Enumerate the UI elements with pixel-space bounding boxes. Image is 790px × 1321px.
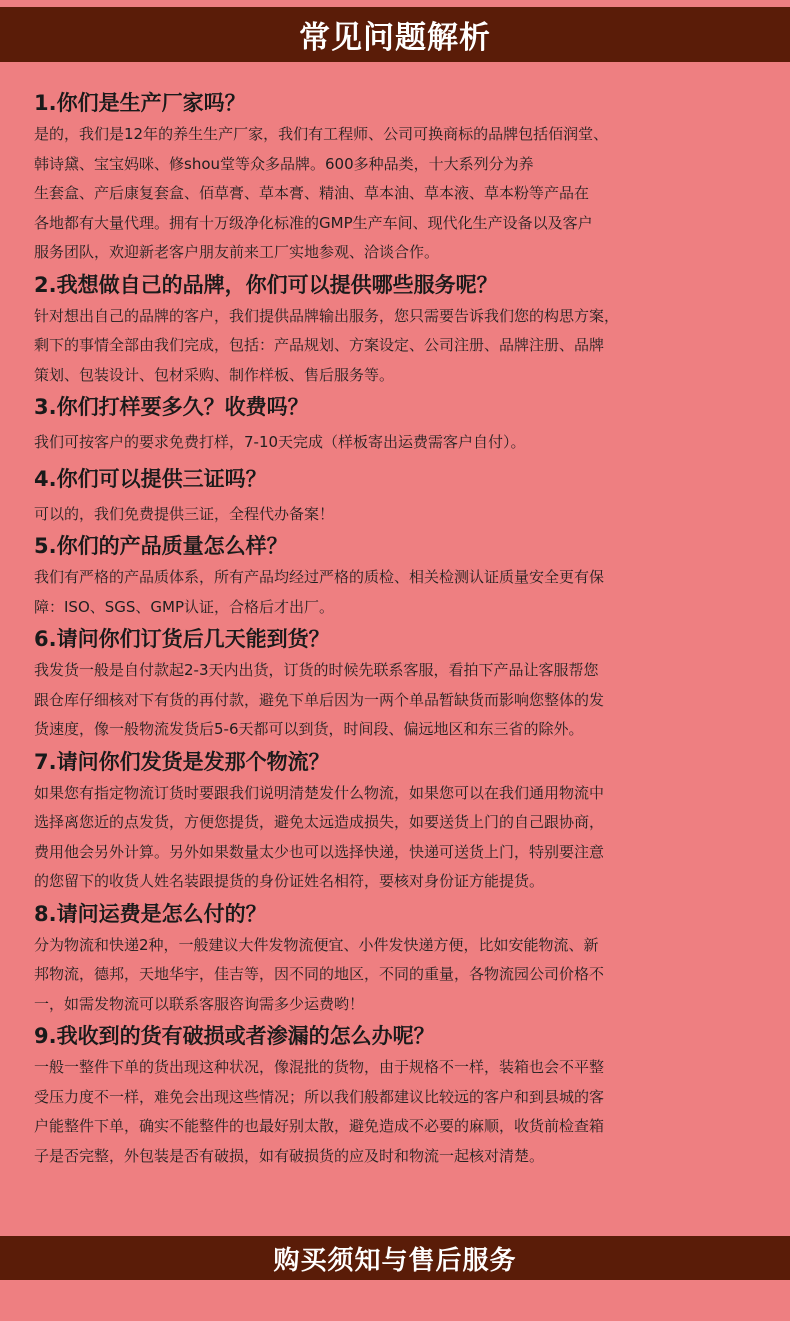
- faq-question: 1.你们是生产厂家吗？: [34, 91, 246, 115]
- faq-question: 8.请问运费是怎么付的？: [34, 901, 267, 926]
- answer-line: 可以的，我们免费提供三证，全程代办备案！: [34, 504, 335, 523]
- faq-question: 4.你们可以提供三证吗？: [34, 466, 267, 491]
- answer-line: 子是否完整，外包装是否有破损，如有破损货的应及时和物流一起核对清楚。: [34, 1146, 545, 1165]
- faq-answer: [34, 563, 782, 622]
- answer-line: 费用他会另外计算。另外如果数量太少也可以选择快递，快递可送货上门，特别要注意: [34, 842, 605, 861]
- header-banner: [0, 7, 790, 62]
- answer-line: 障：ISO、SGS、GMP认证，合格后才出厂。: [34, 597, 335, 616]
- page-title: 常见问题解析: [299, 20, 491, 56]
- faq-question: 2.我想做自己的品牌，你们可以提供哪些服务呢？: [34, 272, 498, 297]
- faq-item-9: [34, 1019, 782, 1171]
- answer-line: 我们有严格的产品质体系，所有产品均经过严格的质检、相关检测认证质量安全更有保: [34, 568, 605, 586]
- faq-item-1: [34, 86, 782, 268]
- faq-question: 3.你们打样要多久？收费吗？: [34, 395, 309, 419]
- faq-answer: [34, 302, 782, 391]
- answer-line: 我发货一般是自付款起2-3天内出货，订货的时候先联系客服，看拍下产品让客服帮您: [34, 661, 599, 679]
- faq-question: 7.请问你们发货是发那个物流？: [34, 749, 330, 774]
- answer-line: 分为物流和快递2种，一般建议大件发物流便宜、小件发快递方便，比如安能物流、新: [34, 935, 599, 954]
- footer-title: 购买须知与售后服务: [273, 1245, 517, 1276]
- faq-question: 9.我收到的货有破损或者渗漏的怎么办呢？: [34, 1024, 435, 1048]
- answer-line: 针对想出自己的品牌的客户，我们提供品牌输出服务，您只需要告诉我们您的构思方案，: [34, 306, 620, 325]
- faq-item-4: [34, 462, 782, 530]
- faq-item-3: [34, 390, 782, 462]
- faq-item-8: [34, 897, 782, 1020]
- answer-line: 跟仓库仔细核对下有货的再付款，避免下单后因为一两个单品暂缺货而影响您整体的发: [34, 690, 605, 709]
- answer-line: 剩下的事情全部由我们完成，包括：产品规划、方案设定、公司注册、品牌注册、品牌: [34, 336, 605, 354]
- faq-list: [34, 86, 782, 1171]
- answer-line: 邦物流，德邦，天地华宇，佳吉等，因不同的地区，不同的重量，各物流园公司价格不: [34, 965, 605, 983]
- answer-line: 服务团队，欢迎新老客户朋友前来工厂实地参观、洽谈合作。: [34, 243, 440, 261]
- answer-line: 货速度，像一般物流发货后5-6天都可以到货，时间段、偏远地区和东三省的除外。: [34, 720, 584, 738]
- faq-answer: [34, 500, 782, 530]
- top-strip: [0, 0, 790, 7]
- answer-line: 我们可按客户的要求免费打样，7-10天完成（样板寄出运费需客户自付）。: [34, 433, 526, 451]
- faq-question: 5.你们的产品质量怎么样？: [34, 534, 288, 558]
- faq-item-2: [34, 268, 782, 391]
- faq-answer: [34, 428, 782, 458]
- faq-answer: [34, 931, 782, 1020]
- faq-item-6: [34, 622, 782, 745]
- answer-line: 各地都有大量代理。拥有十万级净化标准的GMP生产车间、现代化生产设备以及客户: [34, 213, 593, 232]
- faq-item-7: [34, 745, 782, 897]
- footer-banner: [0, 1236, 790, 1280]
- answer-line: 是的，我们是12年的养生生产厂家，我们有工程师、公司可换商标的品牌包括佰润堂、: [34, 125, 609, 143]
- answer-line: 如果您有指定物流订货时要跟我们说明清楚发什么物流，如果您可以在我们通用物流中: [34, 783, 605, 802]
- answer-line: 一，如需发物流可以联系客服咨询需多少运费哟！: [34, 994, 365, 1013]
- answer-line: 受压力度不一样，难免会出现这些情况；所以我们般都建议比较远的客户和到县城的客: [34, 1087, 605, 1106]
- answer-line: 生套盒、产后康复套盒、佰草膏、草本膏、精油、草本油、草本液、草本粉等产品在: [34, 184, 590, 202]
- faq-answer: [34, 120, 782, 268]
- answer-line: 策划、包装设计、包材采购、制作样板、售后服务等。: [34, 365, 395, 384]
- faq-answer: [34, 1053, 782, 1171]
- answer-line: 的您留下的收货人姓名装跟提货的身份证姓名相符，要核对身份证方能提货。: [34, 872, 545, 890]
- faq-item-5: [34, 529, 782, 622]
- answer-line: 韩诗黛、宝宝妈咪、修shou堂等众多品牌。600多种品类，十大系列分为养: [34, 154, 534, 173]
- answer-line: 一般一整件下单的货出现这种状况，像混批的货物，由于规格不一样，装箱也会不平整: [34, 1058, 605, 1076]
- answer-line: 选择离您近的点发货，方便您提货，避免太远造成损失，如要送货上门的自己跟协商，: [34, 813, 605, 831]
- faq-answer: [34, 656, 782, 745]
- faq-question: 6.请问你们订货后几天能到货？: [34, 627, 330, 651]
- answer-line: 户能整件下单，确实不能整件的也最好别太散，避免造成不必要的麻顺，收货前检查箱: [34, 1117, 605, 1135]
- faq-answer: [34, 779, 782, 897]
